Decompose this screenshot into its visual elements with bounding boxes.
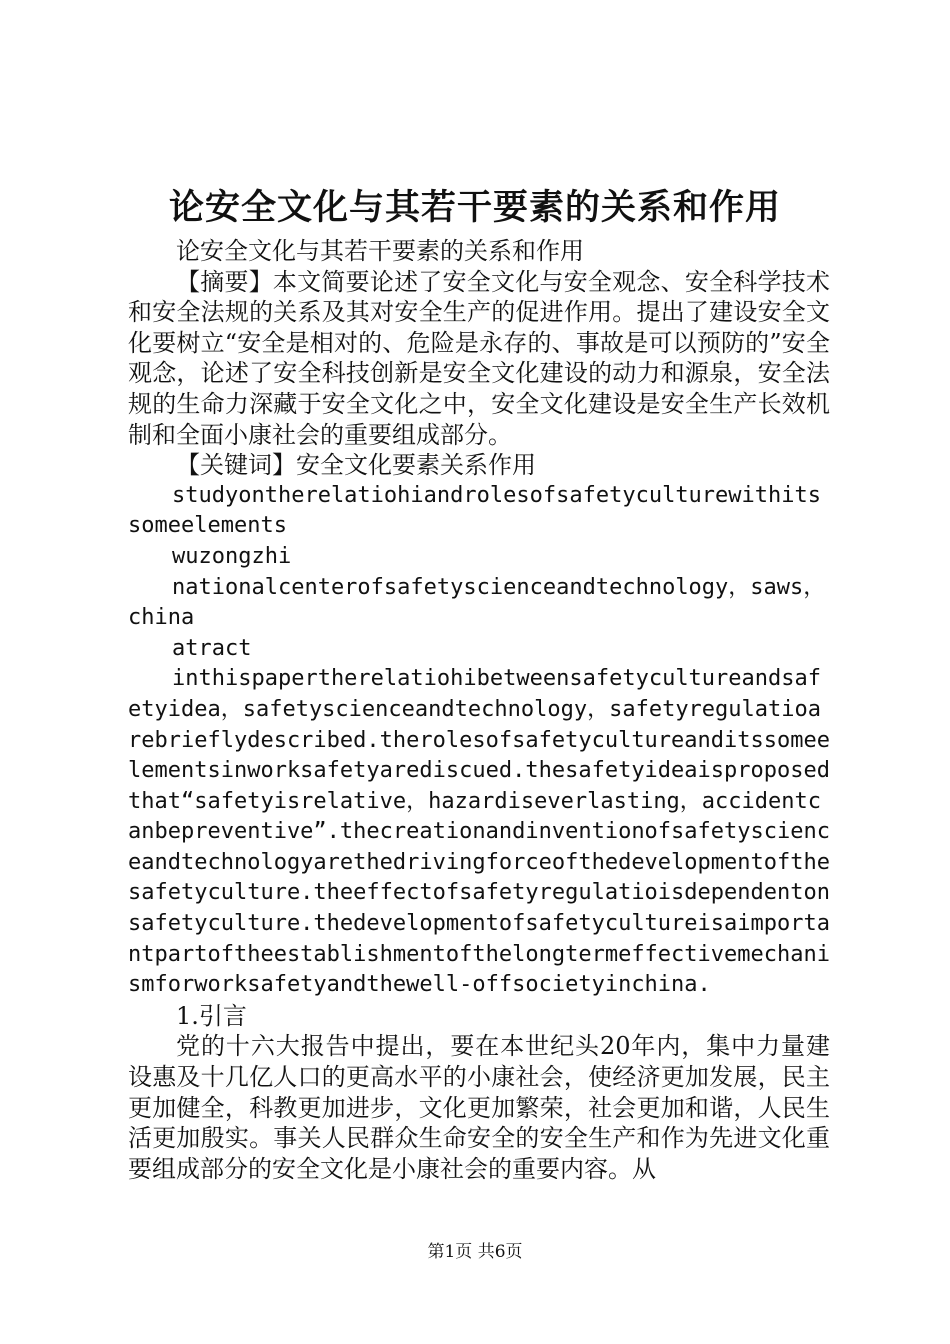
keywords-paragraph: 【关键词】安全文化要素关系作用 — [176, 451, 536, 480]
introduction-paragraph: 党的十六大报告中提出，要在本世纪头20年内，集中力量建设惠及十几亿人口的更高水平的小康社会，使经济更加发展，民主更加健全，科教更加进步，文化更加繁荣，社会更加和谐，人民生活更加殷实。事关人民群众生命安全的安全生产和作为先进文化重要组成部分的安全文化是小康社会的重要内容。从 — [128, 1032, 830, 1183]
document-body — [128, 236, 830, 1184]
english-title-paragraph: studyontherelatiohiandrolesofsafetyculturewithitssomeelements — [128, 482, 822, 539]
abstract-heading-paragraph: atract — [172, 635, 252, 661]
abstract-paragraph: 【摘要】本文简要论述了安全文化与安全观念、安全科学技术和安全法规的关系及其对安全生产的促进作用。提出了建设安全文化要树立“安全是相对的、危险是永存的、事故是可以预防的”安全观念，论述了安全科技创新是安全文化建设的动力和源泉，安全法规的生命力深藏于安全文化之中，安全文化建设是安全生产长效机制和全面小康社会的重要组成部分。 — [128, 267, 830, 449]
page-number-footer: 第1页 共6页 — [427, 1242, 523, 1262]
document-title: 论安全文化与其若干要素的关系和作用 — [168, 187, 781, 228]
section-heading-introduction: 1.引言 — [176, 1001, 247, 1030]
author-paragraph: wuzongzhi — [172, 543, 292, 569]
affiliation-paragraph: nationalcenterofsafetyscienceandtechnology，saws，china — [128, 574, 826, 631]
subtitle-paragraph: 论安全文化与其若干要素的关系和作用 — [176, 237, 584, 265]
english-abstract-paragraph: inthispapertherelatiohibetweensafetycultureandsafetyidea，safetyscienceandtechnology，safetyregulatioarebrieflydescribed.therolesofsafetycultureanditssomeelementsinworksafetyarediscued.thesafetyideaisproposedthat“safetyisrelative，hazardiseverlasting，accidentcanbepreventive”.thecreationandinventionofsafetyscienceandtechnologyarethedrivingforceofthedevelopmentofthesafetyculture.theeffectofsafetyregulatioisdependentonsafetyculture.thedevelopmentofsafetycultureisaimportantpartoftheestablishmentofthelongtermeffectivemechanismforworksafetyandthewell-offsocietyinchina. — [128, 666, 830, 998]
